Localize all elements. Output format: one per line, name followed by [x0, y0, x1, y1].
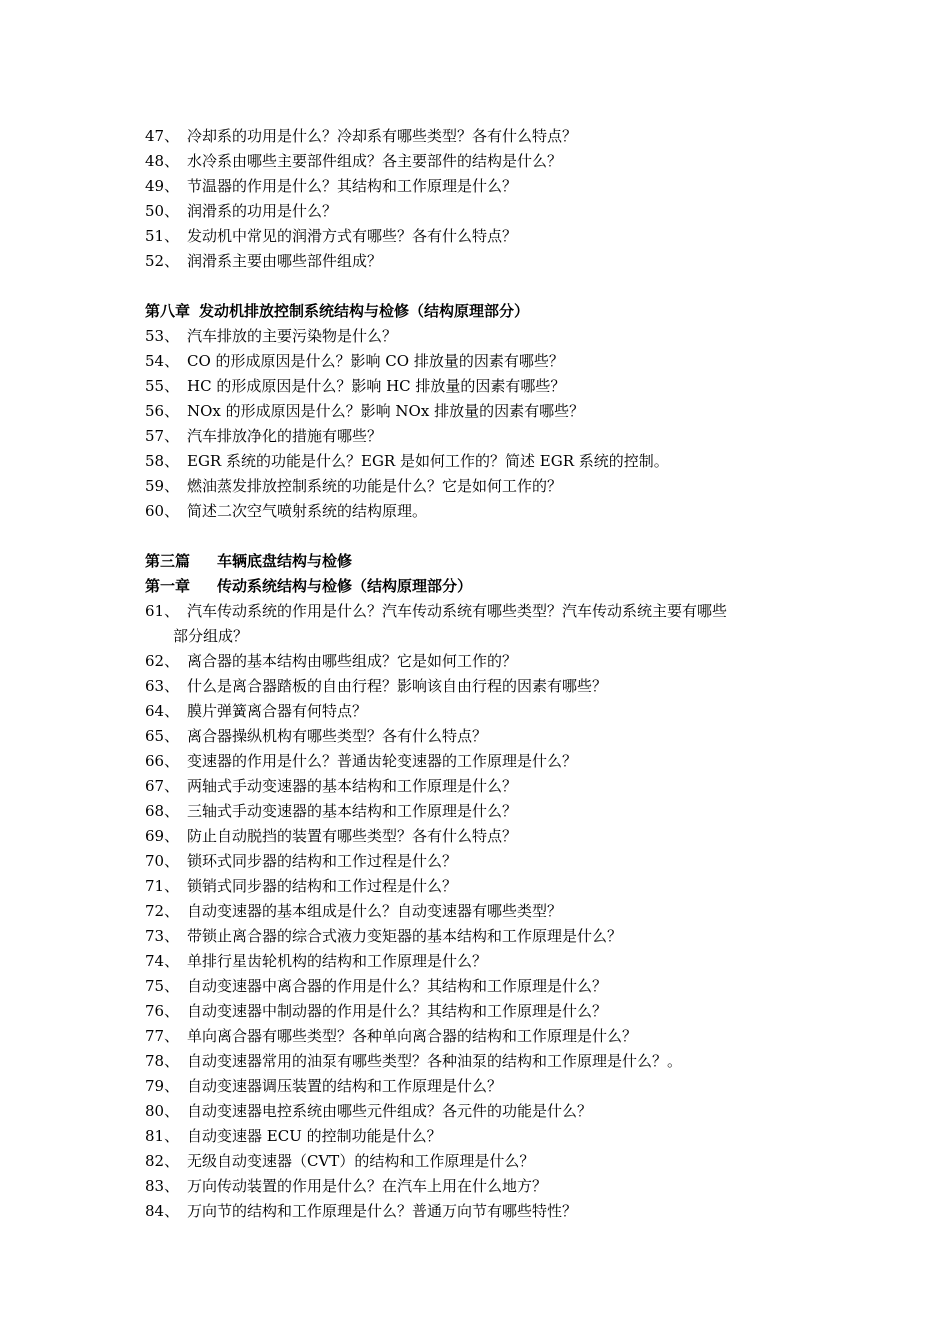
- question-item: [145, 224, 825, 249]
- question-number: 62、: [145, 652, 180, 670]
- question-number: 69、: [145, 827, 180, 845]
- question-number: 58、: [145, 452, 180, 470]
- question-number: 81、: [145, 1127, 180, 1145]
- question-text: 三轴式手动变速器的基本结构和工作原理是什么？: [187, 802, 518, 820]
- question-list-cooling-lubrication: [145, 124, 825, 274]
- question-text: 什么是离合器踏板的自由行程？影响该自由行程的因素有哪些？: [187, 677, 608, 695]
- question-item: [145, 349, 825, 374]
- question-number: 75、: [145, 977, 180, 995]
- spacer: [145, 274, 825, 299]
- question-item: [145, 649, 825, 674]
- question-list-transmission: [145, 649, 825, 1224]
- question-number: 79、: [145, 1077, 180, 1095]
- question-item: [145, 1099, 825, 1124]
- question-item: [145, 799, 825, 824]
- question-number: 63、: [145, 677, 180, 695]
- chapter-title: 发动机排放控制系统结构与检修（结构原理部分）: [199, 302, 530, 320]
- question-item: [145, 374, 825, 399]
- question-text: 两轴式手动变速器的基本结构和工作原理是什么？: [187, 777, 518, 795]
- question-number: 70、: [145, 852, 180, 870]
- question-item: [145, 949, 825, 974]
- question-item: [145, 124, 825, 149]
- question-number: 66、: [145, 752, 180, 770]
- question-item: [145, 974, 825, 999]
- question-text: [173, 599, 817, 649]
- question-number: 73、: [145, 927, 180, 945]
- question-text: 自动变速器中离合器的作用是什么？其结构和工作原理是什么？: [187, 977, 608, 995]
- question-text: 自动变速器调压装置的结构和工作原理是什么？: [187, 1077, 503, 1095]
- question-text: 无级自动变速器（CVT）的结构和工作原理是什么？: [187, 1152, 535, 1170]
- part-title: 车辆底盘结构与检修: [217, 552, 353, 570]
- question-item: [145, 399, 825, 424]
- question-item: [145, 724, 825, 749]
- question-item: [145, 674, 825, 699]
- question-item: [145, 474, 825, 499]
- question-item: [145, 774, 825, 799]
- question-number: 56、: [145, 402, 180, 420]
- question-text: 离合器操纵机构有哪些类型？各有什么特点？: [187, 727, 488, 745]
- question-item: [145, 999, 825, 1024]
- question-number: 54、: [145, 352, 180, 370]
- chapter-heading-transmission: [145, 574, 825, 599]
- question-item: [145, 1174, 825, 1199]
- question-item: [145, 499, 825, 524]
- question-number: 61、: [145, 602, 180, 620]
- question-item: [145, 874, 825, 899]
- question-number: 71、: [145, 877, 180, 895]
- question-text: 燃油蒸发排放控制系统的功能是什么？它是如何工作的？: [187, 477, 563, 495]
- question-item: [145, 699, 825, 724]
- question-text: HC 的形成原因是什么？影响 HC 排放量的因素有哪些？: [187, 377, 566, 395]
- question-number: 55、: [145, 377, 180, 395]
- question-number: 52、: [145, 252, 180, 270]
- question-text: 万向传动装置的作用是什么？在汽车上用在什么地方？: [187, 1177, 548, 1195]
- question-text: 万向节的结构和工作原理是什么？普通万向节有哪些特性？: [187, 1202, 578, 1220]
- question-item: [145, 174, 825, 199]
- question-text: 冷却系的功用是什么？冷却系有哪些类型？各有什么特点？: [187, 127, 578, 145]
- question-number: 48、: [145, 152, 180, 170]
- question-text-line1: 汽车传动系统的作用是什么？汽车传动系统有哪些类型？汽车传动系统主要有哪些: [187, 602, 728, 620]
- question-text: 带锁止离合器的综合式液力变矩器的基本结构和工作原理是什么？: [187, 927, 623, 945]
- question-number: 59、: [145, 477, 180, 495]
- question-number: 50、: [145, 202, 180, 220]
- question-text: 水冷系由哪些主要部件组成？各主要部件的结构是什么？: [187, 152, 563, 170]
- chapter-label: 第一章: [145, 577, 191, 595]
- question-item: [145, 599, 825, 649]
- question-text: 汽车排放净化的措施有哪些？: [187, 427, 383, 445]
- question-text: 自动变速器的基本组成是什么？自动变速器有哪些类型？: [187, 902, 563, 920]
- question-item: [145, 324, 825, 349]
- chapter-heading-emission: [145, 299, 825, 324]
- question-item: [145, 849, 825, 874]
- question-item: [145, 249, 825, 274]
- question-text: 润滑系的功用是什么？: [187, 202, 338, 220]
- question-number: 65、: [145, 727, 180, 745]
- question-number: 83、: [145, 1177, 180, 1195]
- chapter-title: 传动系统结构与检修（结构原理部分）: [217, 577, 473, 595]
- question-text: EGR 系统的功能是什么？EGR 是如何工作的？简述 EGR 系统的控制。: [187, 452, 669, 470]
- question-number: 60、: [145, 502, 180, 520]
- document-content: [145, 124, 825, 1224]
- question-text: 单排行星齿轮机构的结构和工作原理是什么？: [187, 952, 488, 970]
- question-number: 74、: [145, 952, 180, 970]
- question-text: 离合器的基本结构由哪些组成？它是如何工作的？: [187, 652, 518, 670]
- part-label: 第三篇: [145, 552, 191, 570]
- question-number: 80、: [145, 1102, 180, 1120]
- question-number: 64、: [145, 702, 180, 720]
- question-item: [145, 899, 825, 924]
- question-number: 53、: [145, 327, 180, 345]
- question-text-continuation: 部分组成？: [173, 627, 249, 645]
- question-item: [145, 1074, 825, 1099]
- question-text: CO 的形成原因是什么？影响 CO 排放量的因素有哪些？: [187, 352, 564, 370]
- question-item: [145, 749, 825, 774]
- question-text: 节温器的作用是什么？其结构和工作原理是什么？: [187, 177, 518, 195]
- question-text: 自动变速器 ECU 的控制功能是什么？: [187, 1127, 442, 1145]
- question-text: 简述二次空气喷射系统的结构原理。: [187, 502, 428, 520]
- question-text: 锁销式同步器的结构和工作过程是什么？: [187, 877, 458, 895]
- question-item: [145, 824, 825, 849]
- question-text: 防止自动脱挡的装置有哪些类型？各有什么特点？: [187, 827, 518, 845]
- question-item: [145, 1024, 825, 1049]
- question-number: 72、: [145, 902, 180, 920]
- question-list-emission: [145, 324, 825, 524]
- question-number: 78、: [145, 1052, 180, 1070]
- question-text: 汽车排放的主要污染物是什么？: [187, 327, 398, 345]
- question-text: 润滑系主要由哪些部件组成？: [187, 252, 383, 270]
- question-number: 57、: [145, 427, 180, 445]
- question-number: 84、: [145, 1202, 180, 1220]
- question-item: [145, 1049, 825, 1074]
- question-number: 67、: [145, 777, 180, 795]
- question-item: [145, 1149, 825, 1174]
- question-text: 自动变速器中制动器的作用是什么？其结构和工作原理是什么？: [187, 1002, 608, 1020]
- question-item: [145, 199, 825, 224]
- question-item: [145, 424, 825, 449]
- question-text: 自动变速器电控系统由哪些元件组成？各元件的功能是什么？: [187, 1102, 593, 1120]
- question-text: 变速器的作用是什么？普通齿轮变速器的工作原理是什么？: [187, 752, 578, 770]
- question-item: [145, 149, 825, 174]
- question-number: 77、: [145, 1027, 180, 1045]
- question-number: 49、: [145, 177, 180, 195]
- question-number: 76、: [145, 1002, 180, 1020]
- question-text: NOx 的形成原因是什么？影响 NOx 排放量的因素有哪些？: [187, 402, 585, 420]
- question-text: 锁环式同步器的结构和工作过程是什么？: [187, 852, 458, 870]
- question-text: 膜片弹簧离合器有何特点？: [187, 702, 368, 720]
- question-text: 单向离合器有哪些类型？各种单向离合器的结构和工作原理是什么？: [187, 1027, 638, 1045]
- question-item: [145, 1124, 825, 1149]
- question-text: 自动变速器常用的油泵有哪些类型？各种油泵的结构和工作原理是什么？。: [187, 1052, 683, 1070]
- question-number: 68、: [145, 802, 180, 820]
- part-heading-chassis: [145, 549, 825, 574]
- question-text: 发动机中常见的润滑方式有哪些？各有什么特点？: [187, 227, 518, 245]
- question-number: 82、: [145, 1152, 180, 1170]
- question-number: 47、: [145, 127, 180, 145]
- question-item: [145, 449, 825, 474]
- question-item: [145, 1199, 825, 1224]
- question-number: 51、: [145, 227, 180, 245]
- chapter-label: 第八章: [145, 302, 191, 320]
- question-item: [145, 924, 825, 949]
- spacer: [145, 524, 825, 549]
